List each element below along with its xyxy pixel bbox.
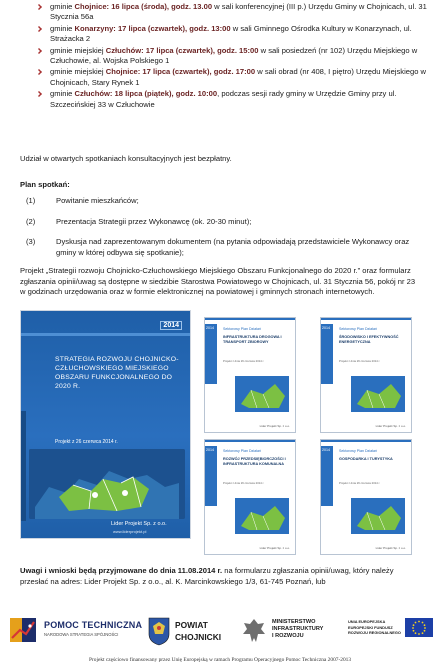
list-item: gminie miejskiej Chojnice: 17 lipca (czwartek), godz. 17:00 w sali obrad (nr 408, I piętro) Urzędu Miejskiego w Chojnicach, Stary Rynek 1 xyxy=(36,67,428,88)
map-illustration xyxy=(235,498,289,534)
ministerstwo-logo: MINISTERSTWO INFRASTRUKTURY I ROZWOJU xyxy=(240,616,340,648)
chevron-bullet-icon xyxy=(36,4,42,10)
list-item: (2) Prezentacja Strategii przez Wykonawcę (ok. 20-30 minut); xyxy=(26,216,252,226)
chevron-bullet-icon xyxy=(36,26,42,32)
pomoc-techniczna-emblem-icon xyxy=(8,616,40,644)
eu-logo: UNIA EUROPEJSKA EUROPEJSKI FUNDUSZ ROZWOJU REGIONALNEGO xyxy=(348,618,436,648)
sector-cover-image: 2014 Sektorowy Plan Działań INFRASTRUKTURA DROGOWA I TRANSPORT ZBIOROWY Projekt z dnia 26 czerwca 2014 r. Lider Projekt Sp. z o.o. xyxy=(205,318,295,432)
map-illustration xyxy=(351,376,405,412)
cover-publisher-url: www.liderprojekt.pl xyxy=(113,529,147,534)
participation-note: Udział w otwartych spotkaniach konsultacyjnych jest bezpłatny. xyxy=(20,154,232,163)
list-item: gminie miejskiej Człuchów: 17 lipca (czwartek), godz. 15:00 w sali posiedzeń (nr 102) Urzędu Miejskiego w Człuchowie, al. Wojska Polskiego 1 xyxy=(36,46,428,67)
eagle-emblem-icon xyxy=(240,616,268,646)
funding-caption: Projekt częściowo finansowany przez Unię Europejską w ramach Programu Operacyjnego Pomoc Techniczna 2007-2013 xyxy=(88,657,352,663)
list-item: gminie Konarzyny: 17 lipca (czwartek), godz. 13:00 w sali Gminnego Ośrodka Kultury w Konarzynach, ul. Strażacka 2 xyxy=(36,24,428,45)
sector-cover-image: 2014 Sektorowy Plan Działań ROZWÓJ PRZEDSIĘBIORCZOŚCI I INFRASTRUKTURA KOMUNALNA Projekt z dnia 26 czerwca 2014 r. Lider Projekt Sp. z o.o. xyxy=(205,440,295,554)
project-paragraph: Projekt „Strategii rozwoju Chojnicko-Człuchowskiego Miejskiego Obszaru Funkcjonalnego do 2020 r.” oraz formularz zgłaszania opinii/uwag są dostępne w siedzibie Starostwa Powiatowego w Chojnicach, ul. 31 Stycznia 56, pokój nr 23 w godzinach urzędowania oraz w formie elektronicznej na powiatowej i gminnych stronach internetowych. xyxy=(20,266,416,297)
sector-cover-image: 2014 Sektorowy Plan Działań ŚRODOWISKO I EFEKTYWNOŚĆ ENERGETYCZNA Projekt z dnia 26 czerwca 2014 r. Lider Projekt Sp. z o.o. xyxy=(321,318,411,432)
map-illustration xyxy=(235,376,289,412)
list-item: (3) Dyskusja nad zaprezentowanym dokumentem (na pytania odpowiadają przedstawiciele Wykonawcy oraz gminy w której odbywa się spotkanie); xyxy=(26,237,410,257)
map-illustration xyxy=(351,498,405,534)
cover-publisher: Lider Projekt Sp. z o.o. xyxy=(111,521,167,527)
map-illustration xyxy=(29,449,185,519)
cover-subtitle: Projekt z 26 czerwca 2014 r. xyxy=(55,439,118,445)
strategy-cover-image xyxy=(21,311,190,538)
plan-heading: Plan spotkań: xyxy=(20,180,70,189)
plan-list xyxy=(26,196,420,258)
powiat-chojnicki-logo: POWIAT CHOJNICKI xyxy=(147,616,239,648)
cover-title: STRATEGIA ROZWOJU CHOJNICKO-CZŁUCHOWSKIEGO MIEJSKIEGO OBSZARU FUNKCJONALNEGO DO 2020 R. xyxy=(55,356,179,390)
list-item: gminie Człuchów: 18 lipca (piątek), godz. 10:00, podczas sesji rady gminy w Urzędzie Gminy przy ul. Szczecińskiej 33 w Człuchowie xyxy=(36,89,428,110)
list-item: gminie Chojnice: 16 lipca (środa), godz. 13.00 w sali konferencyjnej (III p.) Urzędu Gminy w Chojnicach, ul. 31 Stycznia 56a xyxy=(36,2,428,23)
chevron-bullet-icon xyxy=(36,91,42,97)
chevron-bullet-icon xyxy=(36,69,42,75)
list-item: (1) Powitanie mieszkańców; xyxy=(26,196,139,205)
meeting-list xyxy=(36,2,428,111)
coat-of-arms-icon xyxy=(147,616,171,646)
cover-year: 2014 xyxy=(160,321,182,330)
chevron-bullet-icon xyxy=(36,48,42,54)
sector-cover-image: 2014 Sektorowy Plan Działań GOSPODARKA I TURYSTYKA Projekt z dnia 26 czerwca 2014 r. Lider Projekt Sp. z o.o. xyxy=(321,440,411,554)
closing-paragraph: Uwagi i wnioski będą przyjmowane do dnia 11.08.2014 r. na formularzu zgłaszania opinii/uwag, który należy przesłać na adres: Lider Projekt Sp. z o.o., al. K. Marcinkowskiego 1/3, 61-745 Poznań, lub xyxy=(20,566,394,586)
pomoc-techniczna-logo: POMOC TECHNICZNA NARODOWA STRATEGIA SPÓJNOŚCI xyxy=(8,616,146,644)
eu-flag-icon xyxy=(405,618,433,637)
